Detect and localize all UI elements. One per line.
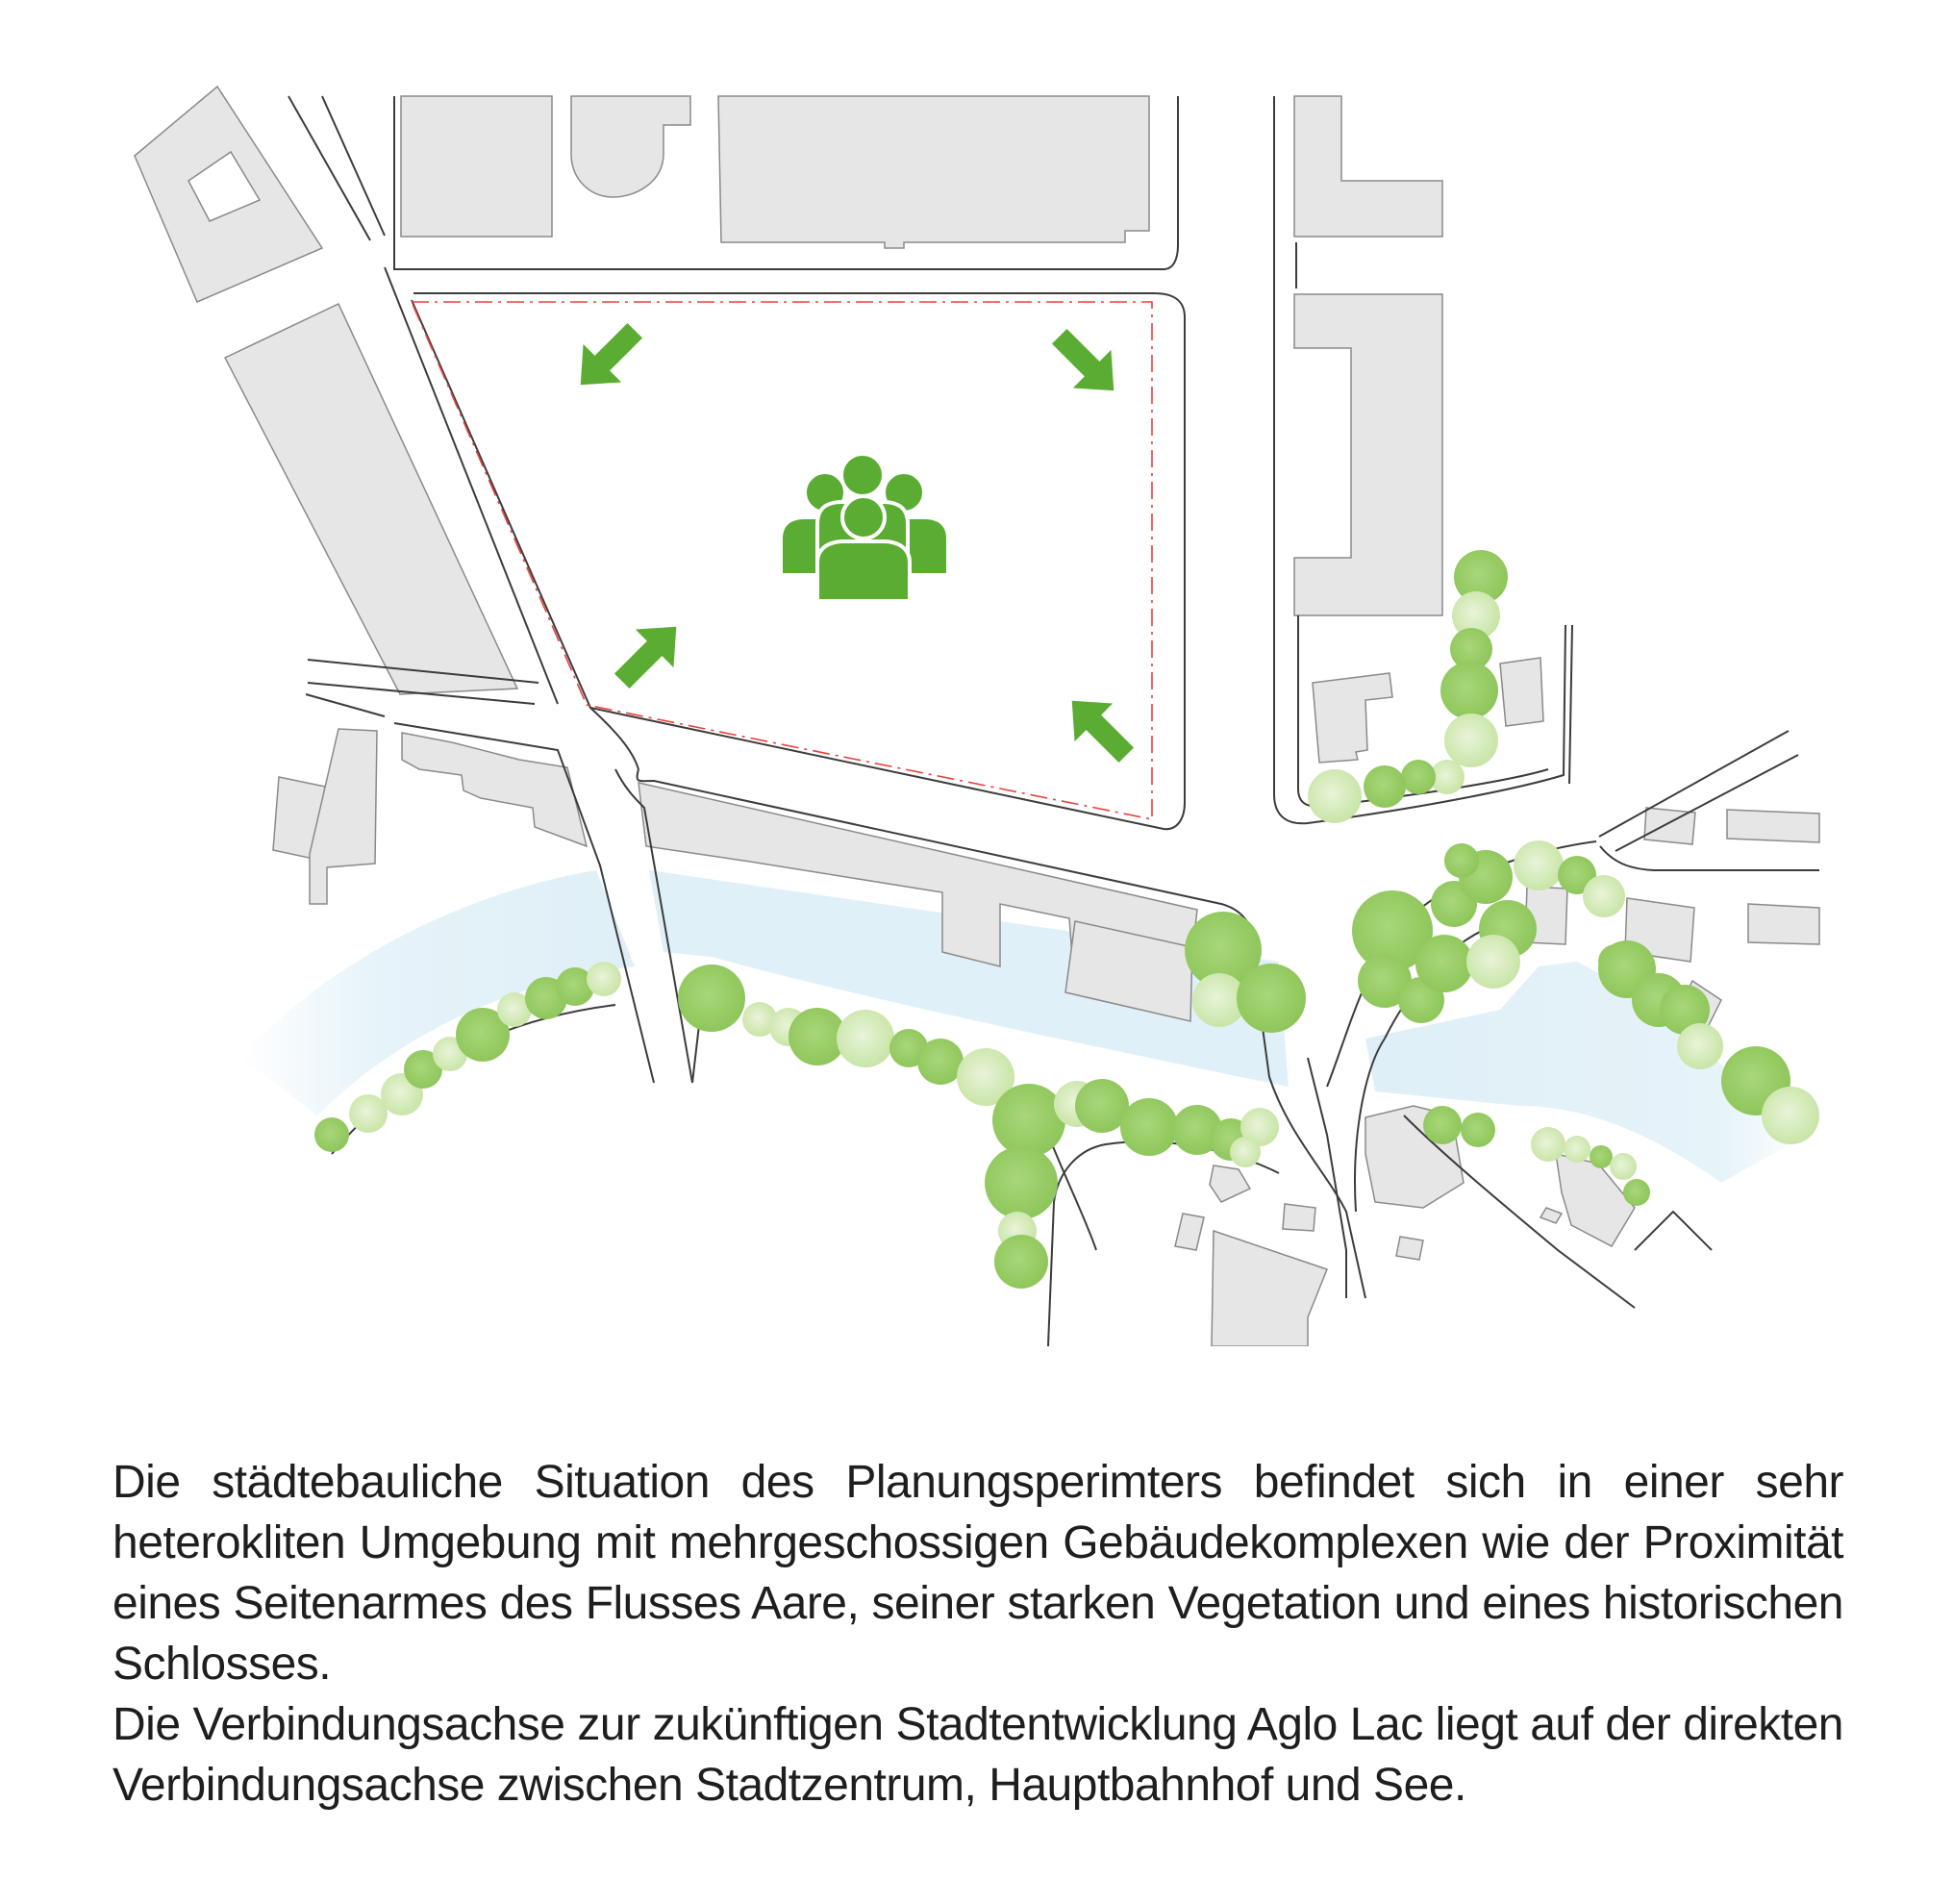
caption-paragraph-2: Die Verbindungsachse zur zukünftigen Stadtentwicklung Aglo Lac liegt auf der direkten Verbindungsachse zwischen Stadtzentrum, Hauptbahnhof und See. bbox=[113, 1699, 1843, 1811]
caption-paragraph-1: Die städtebauliche Situation des Planungsperimters befindet sich in einer sehr heterokliten Umgebung mit mehrgeschossigen Gebäudekomplexen wie der Proximität eines Seitenarmes des Flusses Aare, seiner starken Vegetation und eines historischen Schlosses. bbox=[113, 1457, 1843, 1690]
arrow-down-left-icon bbox=[1040, 317, 1133, 410]
group-of-people-icon bbox=[781, 454, 948, 601]
arrow-down-right-icon bbox=[562, 312, 654, 404]
caption bbox=[113, 1452, 1843, 1816]
arrow-up-left-icon bbox=[1053, 682, 1145, 774]
arrow-up-right-icon bbox=[603, 608, 695, 700]
